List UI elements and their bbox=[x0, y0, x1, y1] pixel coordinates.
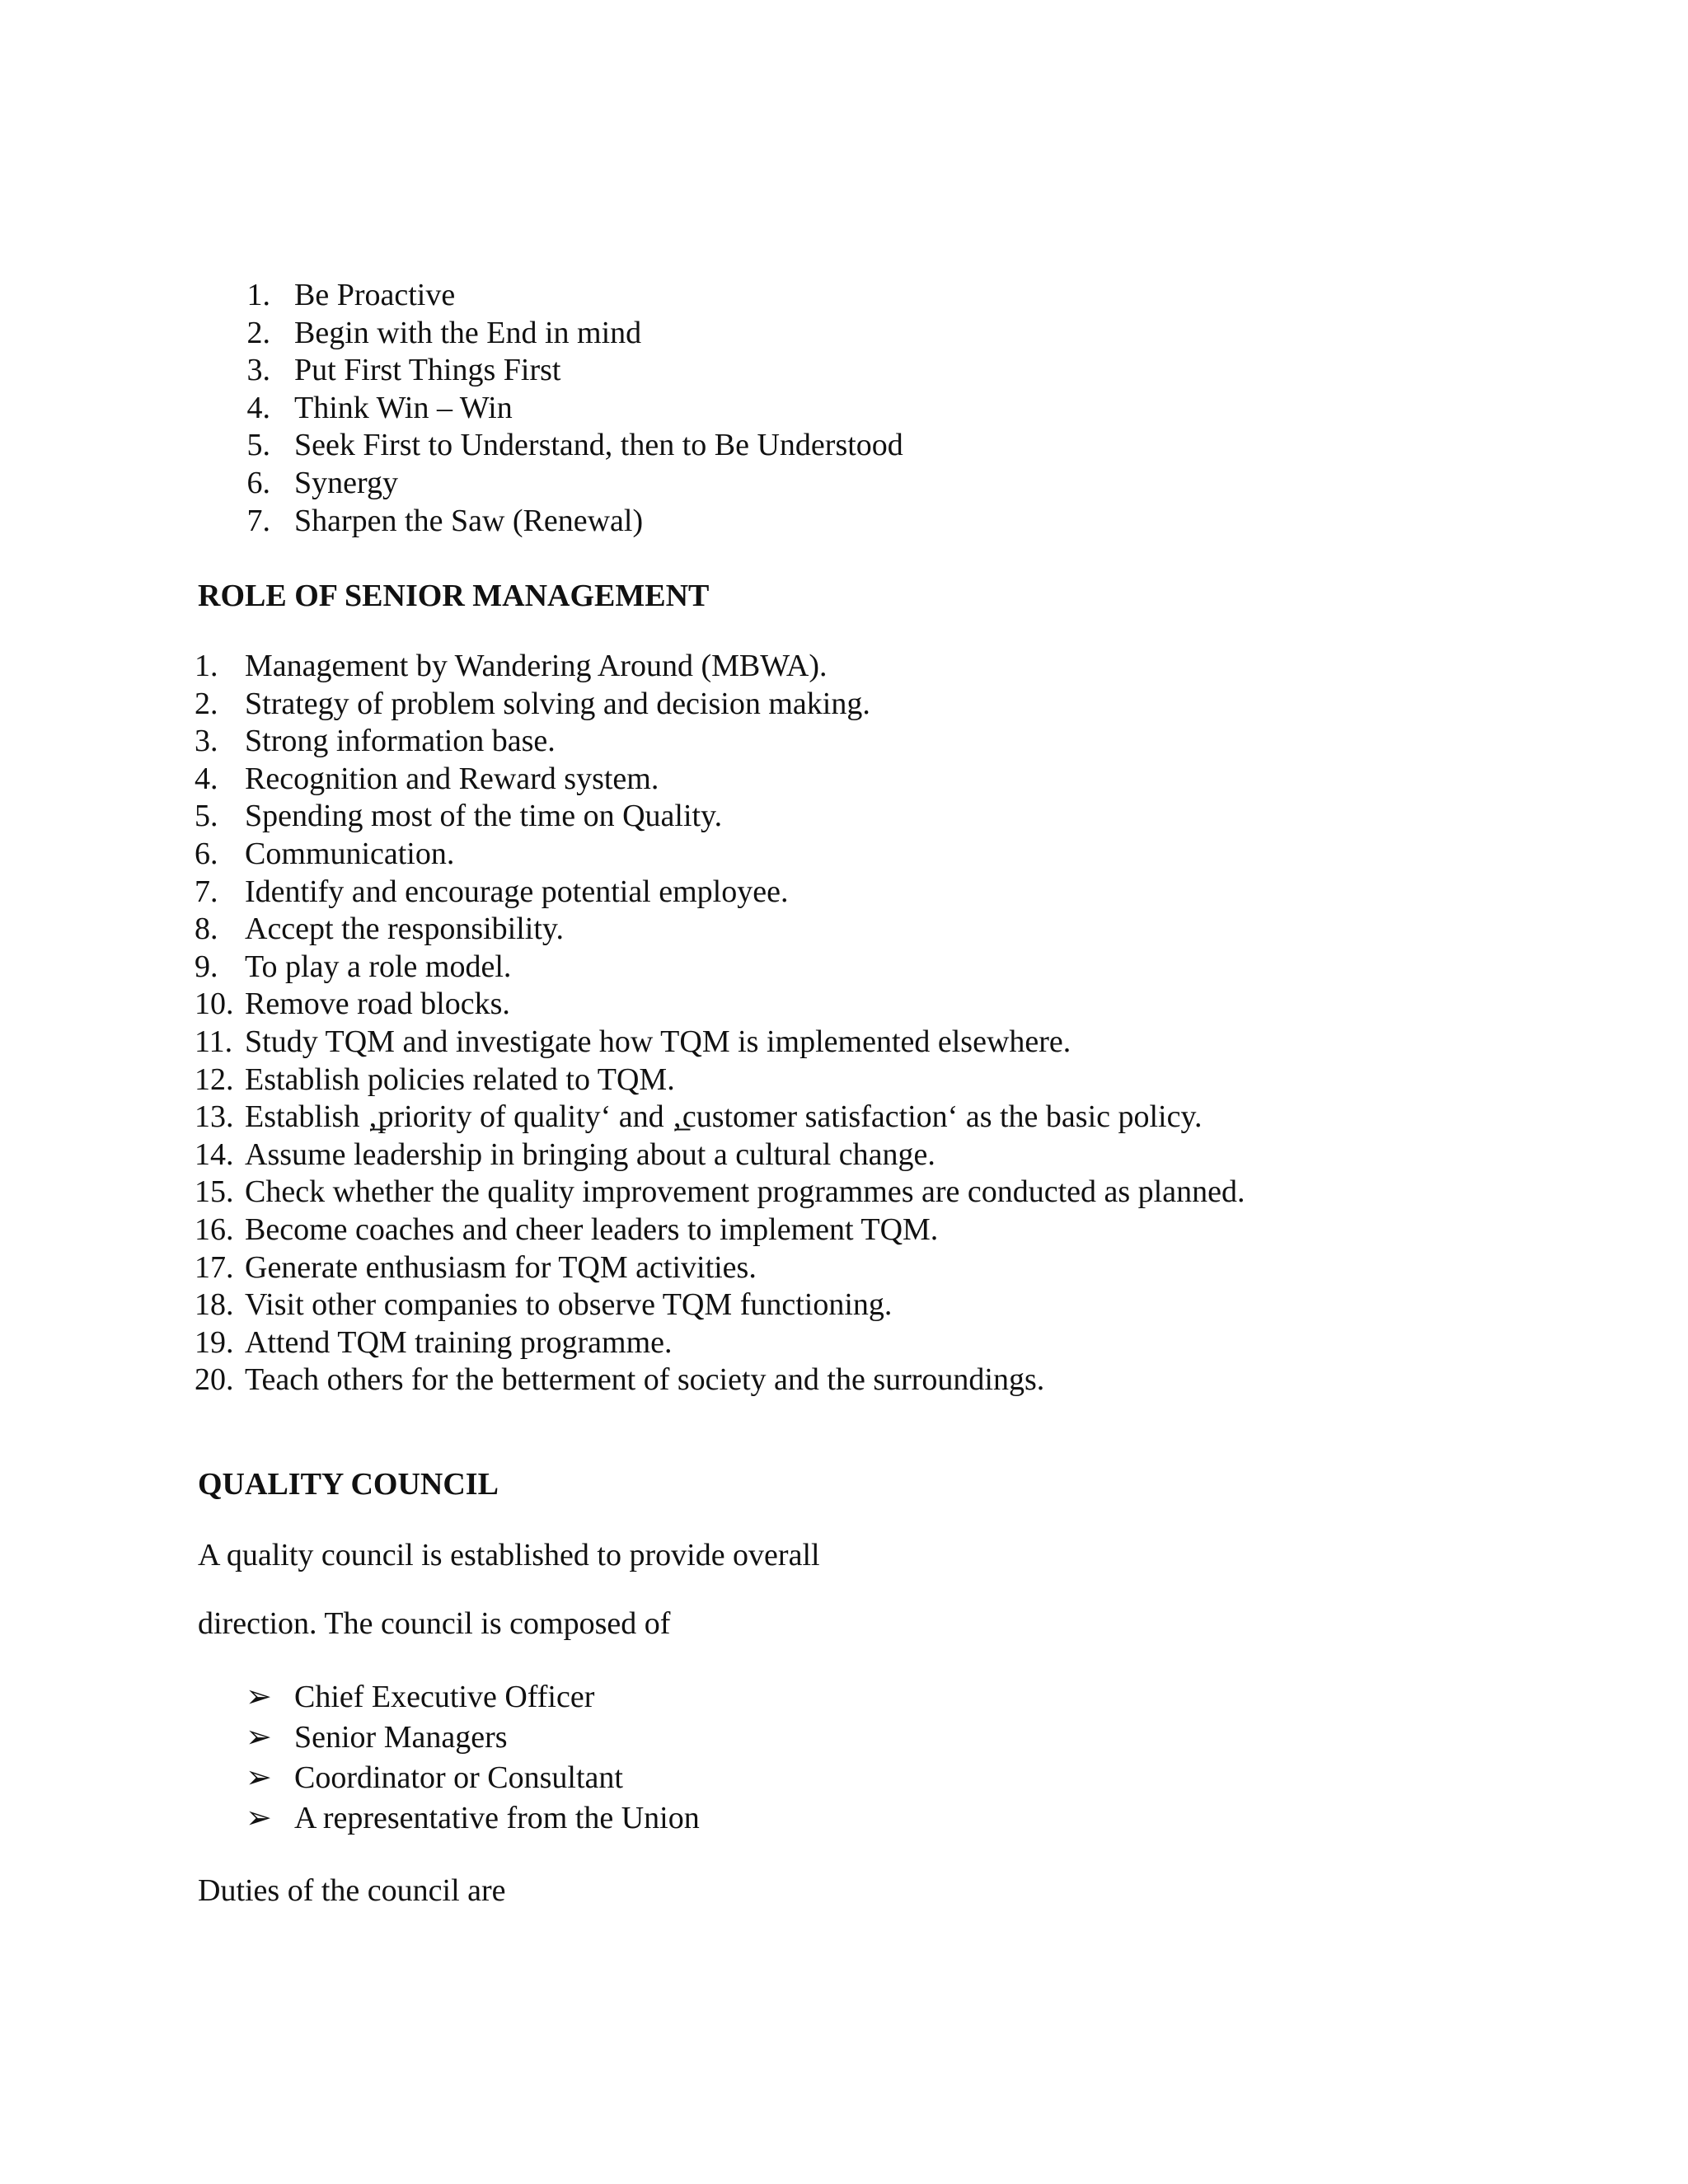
list-item bbox=[195, 874, 1599, 912]
list-text: Visit other companies to observe TQM functioning. bbox=[245, 1287, 893, 1323]
paragraph-line: direction. The council is composed of bbox=[198, 1606, 671, 1641]
list-number: 8. bbox=[195, 912, 218, 947]
list-text: Strong information base. bbox=[245, 724, 556, 759]
list-number: 20. bbox=[195, 1362, 234, 1398]
list-item bbox=[195, 761, 1599, 799]
list-text: Spending most of the time on Quality. bbox=[245, 799, 723, 834]
list-number: 15. bbox=[195, 1174, 234, 1210]
list-item bbox=[198, 390, 1269, 428]
list-number: 12. bbox=[195, 1062, 234, 1097]
list-item bbox=[195, 648, 1599, 686]
list-text: Generate enthusiasm for TQM activities. bbox=[245, 1249, 757, 1285]
list-text: Think Win – Win bbox=[294, 390, 513, 425]
list-text: Identify and encourage potential employee. bbox=[245, 874, 789, 909]
list-text: Assume leadership in bringing about a cultural change. bbox=[245, 1137, 935, 1172]
list-text: Management by Wandering Around (MBWA). bbox=[245, 649, 828, 683]
list-number: 3. bbox=[195, 724, 218, 759]
list-item bbox=[198, 1800, 1269, 1840]
list-item bbox=[195, 1212, 1599, 1249]
list-number: 11. bbox=[195, 1024, 233, 1059]
list-number: 2. bbox=[195, 686, 218, 721]
list-text: Strategy of problem solving and decision making. bbox=[245, 686, 870, 721]
list-item bbox=[198, 503, 1269, 541]
list-text: Put First Things First bbox=[294, 353, 561, 388]
list-number: 17. bbox=[195, 1249, 234, 1285]
list-item bbox=[198, 352, 1269, 390]
list-number: 6. bbox=[246, 465, 270, 500]
arrow-bullet-icon: ➢ bbox=[246, 1760, 272, 1795]
list-number: 9. bbox=[195, 949, 218, 984]
list-item bbox=[195, 836, 1599, 874]
list-item bbox=[195, 1137, 1599, 1174]
list-text: Establish policies related to TQM. bbox=[245, 1062, 675, 1097]
list-text: Recognition and Reward system. bbox=[245, 761, 659, 796]
list-item bbox=[198, 465, 1269, 503]
list-number: 19. bbox=[195, 1324, 234, 1360]
list-text: A representative from the Union bbox=[294, 1801, 700, 1835]
list-item bbox=[195, 686, 1599, 724]
list-text: Study TQM and investigate how TQM is implemented elsewhere. bbox=[245, 1024, 1071, 1059]
arrow-bullet-icon: ➢ bbox=[246, 1801, 272, 1835]
list-number: 6. bbox=[195, 836, 218, 871]
list-item bbox=[195, 911, 1599, 949]
list-text: Be Proactive bbox=[294, 278, 456, 312]
list-text: Remove road blocks. bbox=[245, 987, 510, 1022]
paragraph-line: Duties of the council are bbox=[198, 1873, 506, 1908]
list-text: Senior Managers bbox=[294, 1720, 508, 1755]
list-number: 2. bbox=[246, 315, 270, 350]
list-text: Communication. bbox=[245, 836, 455, 871]
list-item bbox=[195, 986, 1599, 1024]
list-item bbox=[198, 315, 1269, 353]
list-item bbox=[195, 1174, 1599, 1212]
list-item bbox=[195, 1361, 1599, 1399]
list-number: 7. bbox=[246, 503, 270, 538]
section-heading-quality-council: QUALITY COUNCIL bbox=[198, 1467, 499, 1502]
list-number: 5. bbox=[195, 799, 218, 834]
list-item bbox=[198, 427, 1269, 465]
list-number: 4. bbox=[246, 390, 270, 425]
arrow-bullet-icon: ➢ bbox=[246, 1720, 272, 1755]
list-text: Synergy bbox=[294, 465, 398, 500]
list-number: 5. bbox=[246, 428, 270, 463]
list-text: Teach others for the betterment of society and the surroundings. bbox=[245, 1362, 1045, 1398]
list-text: Sharpen the Saw (Renewal) bbox=[294, 503, 644, 538]
list-text: Establish ‚̲priority of quality‘ and ‚̲customer satisfaction‘ as the basic policy. bbox=[245, 1099, 1203, 1135]
list-item bbox=[195, 1286, 1599, 1324]
list-text: Become coaches and cheer leaders to implement TQM. bbox=[245, 1212, 939, 1247]
list-text: Check whether the quality improvement programmes are conducted as planned. bbox=[245, 1174, 1245, 1210]
list-text: Chief Executive Officer bbox=[294, 1680, 595, 1714]
list-text: Attend TQM training programme. bbox=[245, 1324, 673, 1360]
list-item bbox=[195, 798, 1599, 836]
list-text: Seek First to Understand, then to Be Understood bbox=[294, 428, 903, 463]
list-number: 7. bbox=[195, 874, 218, 909]
list-item bbox=[195, 1062, 1599, 1099]
list-item bbox=[195, 1024, 1599, 1062]
section-heading-role-of-senior-management: ROLE OF SENIOR MANAGEMENT bbox=[198, 579, 710, 613]
list-text: Coordinator or Consultant bbox=[294, 1760, 623, 1795]
list-item bbox=[195, 723, 1599, 761]
habits-list bbox=[198, 277, 1269, 540]
list-number: 3. bbox=[246, 353, 270, 388]
list-item bbox=[198, 1760, 1269, 1800]
list-item bbox=[195, 1324, 1599, 1362]
list-number: 18. bbox=[195, 1287, 234, 1323]
paragraph-line: A quality council is established to provide overall bbox=[198, 1538, 820, 1572]
list-number: 1. bbox=[246, 278, 270, 312]
list-number: 14. bbox=[195, 1137, 234, 1172]
list-text: To play a role model. bbox=[245, 949, 512, 984]
list-number: 4. bbox=[195, 761, 218, 796]
list-item bbox=[198, 277, 1269, 315]
list-number: 1. bbox=[195, 649, 218, 683]
council-members-list bbox=[198, 1679, 1269, 1840]
roles-list bbox=[195, 648, 1599, 1399]
list-item bbox=[195, 1099, 1599, 1137]
list-number: 10. bbox=[195, 987, 234, 1022]
arrow-bullet-icon: ➢ bbox=[246, 1680, 272, 1714]
list-number: 16. bbox=[195, 1212, 234, 1247]
list-text: Begin with the End in mind bbox=[294, 315, 642, 350]
list-item bbox=[198, 1679, 1269, 1719]
list-item bbox=[198, 1719, 1269, 1760]
list-item bbox=[195, 949, 1599, 987]
list-text: Accept the responsibility. bbox=[245, 912, 564, 947]
list-number: 13. bbox=[195, 1099, 234, 1135]
list-item bbox=[195, 1249, 1599, 1287]
